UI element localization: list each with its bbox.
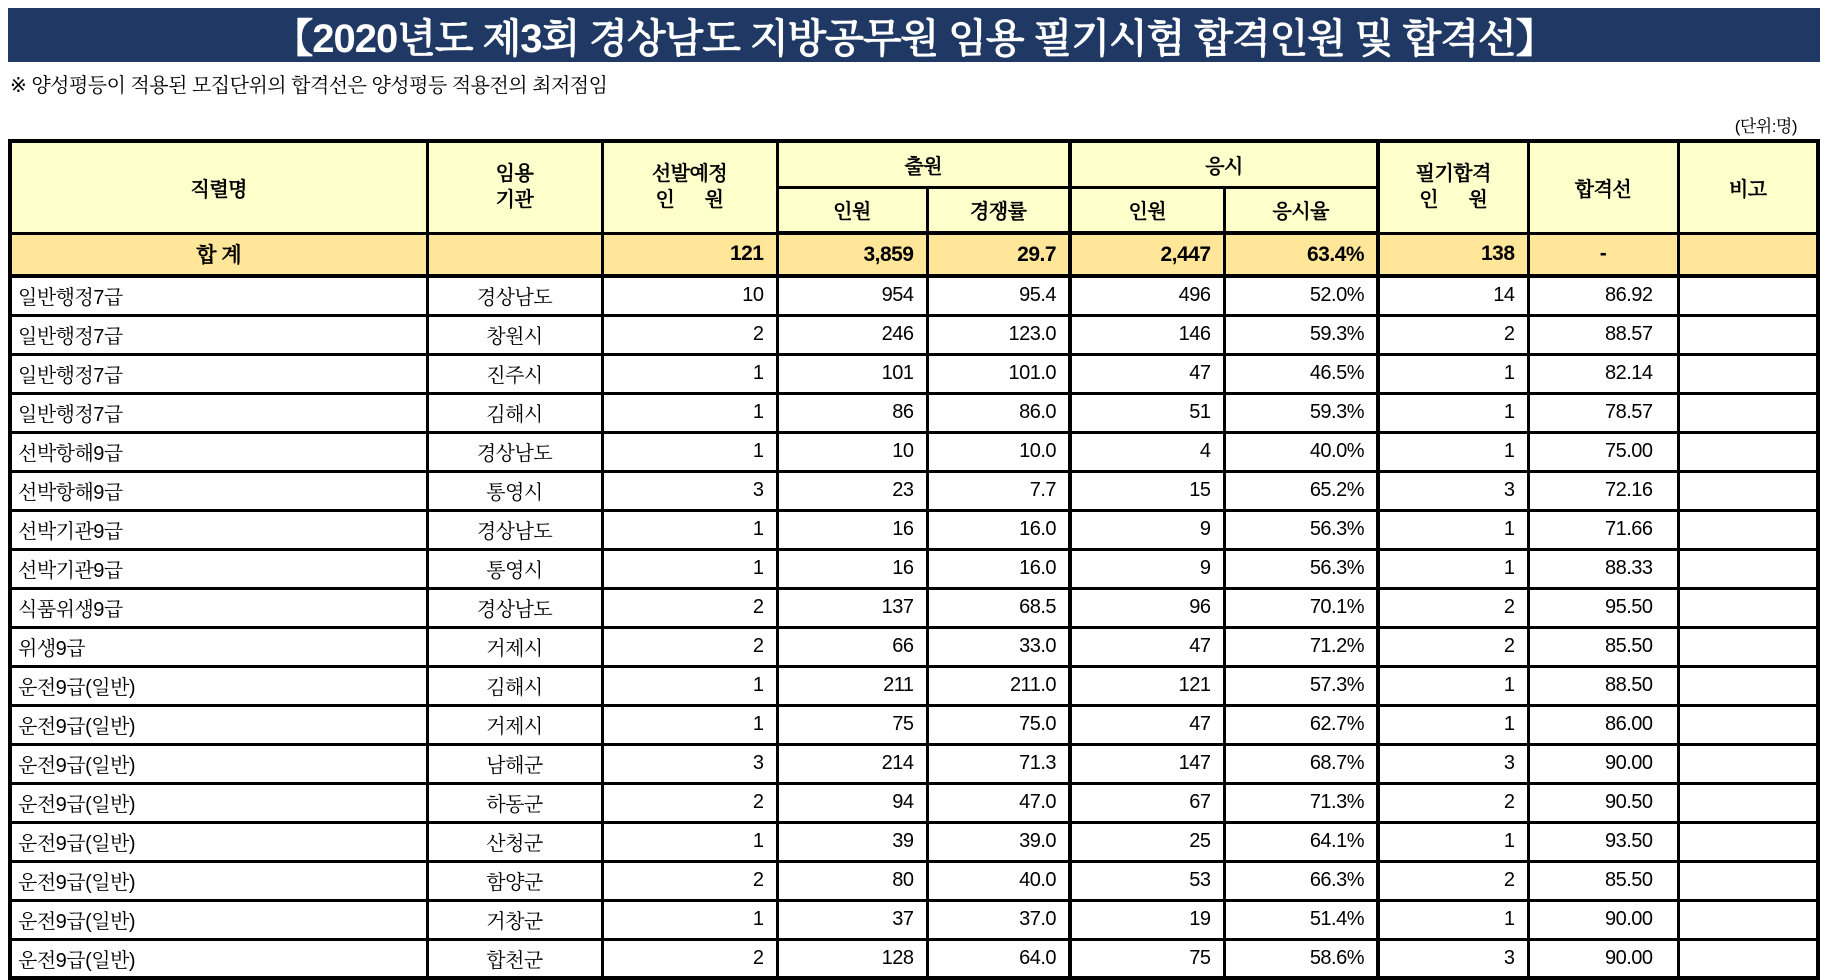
planned-count-cell: 1 [602, 354, 777, 393]
remark-cell [1678, 393, 1818, 432]
cutoff-score-cell: 72.16 [1528, 471, 1678, 510]
passed-header-line2: 인 원 [1419, 189, 1488, 212]
unit-label: (단위:명) [1734, 117, 1797, 136]
cutoff-score-cell: 85.50 [1528, 861, 1678, 900]
applied-count-cell: 39 [777, 822, 927, 861]
taken-rate-cell: 57.3% [1224, 666, 1378, 705]
passed-count-cell: 1 [1378, 900, 1528, 939]
series-name-cell: 운전9급(일반) [10, 939, 427, 978]
applied-count-cell: 75 [777, 705, 927, 744]
table-row [10, 900, 1818, 939]
applied-group-header: 출원 [777, 141, 1070, 187]
passed-count-cell: 1 [1378, 822, 1528, 861]
remark-cell [1678, 471, 1818, 510]
applied-count-subheader: 인원 [777, 187, 927, 233]
taken-rate-cell: 58.6% [1224, 939, 1378, 978]
cutoff-score-cell: 86.92 [1528, 276, 1678, 315]
taken-count-cell: 96 [1070, 588, 1224, 627]
agency-cell: 김해시 [427, 666, 602, 705]
agency-cell: 경상남도 [427, 276, 602, 315]
cutoff-score-cell: 93.50 [1528, 822, 1678, 861]
table-row [10, 705, 1818, 744]
table-row [10, 276, 1818, 315]
taken-count-cell: 25 [1070, 822, 1224, 861]
taken-count-cell: 53 [1070, 861, 1224, 900]
cutoff-score-cell: 90.00 [1528, 939, 1678, 978]
planned-count-cell: 2 [602, 315, 777, 354]
applied-count-cell: 954 [777, 276, 927, 315]
header-row-groups [10, 141, 1818, 187]
taken-rate-cell: 56.3% [1224, 510, 1378, 549]
taken-rate-cell: 64.1% [1224, 822, 1378, 861]
applied-count-cell: 10 [777, 432, 927, 471]
taken-group-header: 응시 [1070, 141, 1378, 187]
cutoff-score-cell: 88.50 [1528, 666, 1678, 705]
agency-cell: 산청군 [427, 822, 602, 861]
passed-count-header [1378, 141, 1528, 233]
agency-cell: 경상남도 [427, 432, 602, 471]
planned-count-cell: 1 [602, 510, 777, 549]
taken-rate-cell: 59.3% [1224, 393, 1378, 432]
remark-cell [1678, 588, 1818, 627]
table-row [10, 627, 1818, 666]
taken-rate-cell: 66.3% [1224, 861, 1378, 900]
series-name-cell: 운전9급(일반) [10, 705, 427, 744]
cutoff-score-cell: 90.50 [1528, 783, 1678, 822]
passed-count-cell: 1 [1378, 510, 1528, 549]
series-name-cell: 선박기관9급 [10, 549, 427, 588]
competition-rate-cell: 16.0 [927, 510, 1070, 549]
taken-rate-cell: 62.7% [1224, 705, 1378, 744]
applied-count-cell: 86 [777, 393, 927, 432]
applied-count-cell: 94 [777, 783, 927, 822]
competition-rate-cell: 71.3 [927, 744, 1070, 783]
passed-count-cell: 2 [1378, 315, 1528, 354]
taken-count-cell: 121 [1070, 666, 1224, 705]
cutoff-score-cell: 86.00 [1528, 705, 1678, 744]
series-name-cell: 일반행정7급 [10, 276, 427, 315]
applied-count-cell: 214 [777, 744, 927, 783]
passed-count-cell: 2 [1378, 861, 1528, 900]
passed-count-cell: 2 [1378, 783, 1528, 822]
applied-count-cell: 246 [777, 315, 927, 354]
table-row [10, 822, 1818, 861]
competition-rate-cell: 123.0 [927, 315, 1070, 354]
cutoff-score-cell: 90.00 [1528, 744, 1678, 783]
table-row [10, 549, 1818, 588]
planned-count-cell: 2 [602, 588, 777, 627]
table-row [10, 510, 1818, 549]
total-rate-cell: 63.4% [1224, 233, 1378, 276]
planned-count-cell: 1 [602, 393, 777, 432]
passed-count-cell: 1 [1378, 393, 1528, 432]
planned-header-line1: 선발예정 [651, 163, 728, 186]
taken-count-cell: 15 [1070, 471, 1224, 510]
total-passed-cell: 138 [1378, 233, 1528, 276]
competition-rate-cell: 16.0 [927, 549, 1070, 588]
total-remark-cell [1678, 233, 1818, 276]
planned-count-cell: 10 [602, 276, 777, 315]
series-name-cell: 운전9급(일반) [10, 822, 427, 861]
series-name-cell: 운전9급(일반) [10, 744, 427, 783]
taken-count-cell: 67 [1070, 783, 1224, 822]
cutoff-score-cell: 78.57 [1528, 393, 1678, 432]
total-agency-cell [427, 233, 602, 276]
title-bar [8, 8, 1820, 62]
agency-cell: 함양군 [427, 861, 602, 900]
taken-count-cell: 47 [1070, 354, 1224, 393]
competition-rate-cell: 86.0 [927, 393, 1070, 432]
planned-count-cell: 1 [602, 432, 777, 471]
applied-count-cell: 37 [777, 900, 927, 939]
total-competition-cell: 29.7 [927, 233, 1070, 276]
cutoff-score-cell: 82.14 [1528, 354, 1678, 393]
taken-count-cell: 4 [1070, 432, 1224, 471]
table-row [10, 315, 1818, 354]
competition-rate-cell: 95.4 [927, 276, 1070, 315]
cutoff-score-cell: 75.00 [1528, 432, 1678, 471]
planned-count-header [602, 141, 777, 233]
series-name-cell: 운전9급(일반) [10, 783, 427, 822]
agency-cell: 거제시 [427, 627, 602, 666]
series-name-cell: 식품위생9급 [10, 588, 427, 627]
competition-rate-cell: 7.7 [927, 471, 1070, 510]
taken-count-cell: 146 [1070, 315, 1224, 354]
agency-header-line2: 기관 [495, 189, 534, 212]
competition-rate-cell: 37.0 [927, 900, 1070, 939]
total-row [10, 233, 1818, 276]
planned-count-cell: 1 [602, 822, 777, 861]
series-name-cell: 선박항해9급 [10, 432, 427, 471]
passed-count-cell: 2 [1378, 588, 1528, 627]
passed-count-cell: 1 [1378, 549, 1528, 588]
applied-count-cell: 66 [777, 627, 927, 666]
agency-cell: 하동군 [427, 783, 602, 822]
applied-count-cell: 16 [777, 510, 927, 549]
planned-count-cell: 2 [602, 861, 777, 900]
applied-count-cell: 101 [777, 354, 927, 393]
competition-rate-cell: 64.0 [927, 939, 1070, 978]
table-row [10, 783, 1818, 822]
cutoff-score-cell: 88.57 [1528, 315, 1678, 354]
series-name-cell: 일반행정7급 [10, 315, 427, 354]
series-name-cell: 선박항해9급 [10, 471, 427, 510]
cutoff-header: 합격선 [1528, 141, 1678, 233]
agency-cell: 통영시 [427, 471, 602, 510]
passed-count-cell: 14 [1378, 276, 1528, 315]
page-title: 【2020년도 제3회 경상남도 지방공무원 임용 필기시험 합격인원 및 합격선】 [273, 16, 1555, 61]
applied-count-cell: 80 [777, 861, 927, 900]
table-row [10, 432, 1818, 471]
taken-rate-cell: 59.3% [1224, 315, 1378, 354]
cutoff-score-cell: 95.50 [1528, 588, 1678, 627]
taken-count-cell: 51 [1070, 393, 1224, 432]
competition-rate-cell: 211.0 [927, 666, 1070, 705]
table-row [10, 471, 1818, 510]
taken-count-cell: 19 [1070, 900, 1224, 939]
planned-count-cell: 2 [602, 783, 777, 822]
remark-header: 비고 [1678, 141, 1818, 233]
passed-count-cell: 1 [1378, 432, 1528, 471]
taken-count-subheader: 인원 [1070, 187, 1224, 233]
competition-rate-cell: 33.0 [927, 627, 1070, 666]
total-applied-cell: 3,859 [777, 233, 927, 276]
gender-equality-note: ※ 양성평등이 적용된 모집단위의 합격선은 양성평등 적용전의 최저점임 [10, 75, 608, 97]
competition-rate-subheader: 경쟁률 [927, 187, 1070, 233]
agency-cell: 거제시 [427, 705, 602, 744]
taken-rate-cell: 70.1% [1224, 588, 1378, 627]
table-row [10, 666, 1818, 705]
agency-header-line1: 임용 [495, 163, 534, 186]
series-name-cell: 운전9급(일반) [10, 900, 427, 939]
planned-count-cell: 2 [602, 627, 777, 666]
taken-rate-cell: 65.2% [1224, 471, 1378, 510]
agency-cell: 창원시 [427, 315, 602, 354]
remark-cell [1678, 822, 1818, 861]
table-row [10, 354, 1818, 393]
passed-count-cell: 3 [1378, 744, 1528, 783]
taken-rate-cell: 40.0% [1224, 432, 1378, 471]
results-table [8, 139, 1820, 980]
agency-cell: 합천군 [427, 939, 602, 978]
taken-count-cell: 9 [1070, 510, 1224, 549]
total-label-cell: 합 계 [10, 233, 427, 276]
taken-rate-cell: 71.3% [1224, 783, 1378, 822]
passed-count-cell: 1 [1378, 666, 1528, 705]
total-cutoff-cell: - [1528, 233, 1678, 276]
applied-count-cell: 23 [777, 471, 927, 510]
applied-count-cell: 211 [777, 666, 927, 705]
remark-cell [1678, 666, 1818, 705]
passed-count-cell: 2 [1378, 627, 1528, 666]
planned-header-line2: 인 원 [655, 189, 724, 212]
series-name-cell: 운전9급(일반) [10, 666, 427, 705]
competition-rate-cell: 75.0 [927, 705, 1070, 744]
taken-rate-cell: 56.3% [1224, 549, 1378, 588]
passed-count-cell: 1 [1378, 354, 1528, 393]
remark-cell [1678, 315, 1818, 354]
taken-count-cell: 75 [1070, 939, 1224, 978]
agency-cell: 진주시 [427, 354, 602, 393]
taken-rate-subheader: 응시율 [1224, 187, 1378, 233]
planned-count-cell: 1 [602, 666, 777, 705]
passed-count-cell: 3 [1378, 471, 1528, 510]
table-row [10, 861, 1818, 900]
series-name-cell: 운전9급(일반) [10, 861, 427, 900]
agency-header [427, 141, 602, 233]
remark-cell [1678, 432, 1818, 471]
taken-count-cell: 147 [1070, 744, 1224, 783]
planned-count-cell: 2 [602, 939, 777, 978]
series-name-cell: 일반행정7급 [10, 354, 427, 393]
passed-count-cell: 3 [1378, 939, 1528, 978]
table-row [10, 393, 1818, 432]
competition-rate-cell: 47.0 [927, 783, 1070, 822]
remark-cell [1678, 276, 1818, 315]
taken-rate-cell: 51.4% [1224, 900, 1378, 939]
remark-cell [1678, 549, 1818, 588]
table-row [10, 939, 1818, 978]
applied-count-cell: 128 [777, 939, 927, 978]
planned-count-cell: 3 [602, 471, 777, 510]
taken-count-cell: 47 [1070, 627, 1224, 666]
remark-cell [1678, 627, 1818, 666]
taken-count-cell: 9 [1070, 549, 1224, 588]
planned-count-cell: 1 [602, 705, 777, 744]
cutoff-score-cell: 71.66 [1528, 510, 1678, 549]
taken-rate-cell: 46.5% [1224, 354, 1378, 393]
remark-cell [1678, 939, 1818, 978]
taken-count-cell: 496 [1070, 276, 1224, 315]
agency-cell: 김해시 [427, 393, 602, 432]
total-taken-cell: 2,447 [1070, 233, 1224, 276]
series-name-cell: 위생9급 [10, 627, 427, 666]
planned-count-cell: 1 [602, 900, 777, 939]
planned-count-cell: 1 [602, 549, 777, 588]
remark-cell [1678, 354, 1818, 393]
cutoff-score-cell: 90.00 [1528, 900, 1678, 939]
applied-count-cell: 16 [777, 549, 927, 588]
table-row [10, 588, 1818, 627]
series-header: 직렬명 [10, 141, 427, 233]
remark-cell [1678, 900, 1818, 939]
competition-rate-cell: 101.0 [927, 354, 1070, 393]
series-name-cell: 일반행정7급 [10, 393, 427, 432]
applied-count-cell: 137 [777, 588, 927, 627]
planned-count-cell: 3 [602, 744, 777, 783]
remark-cell [1678, 783, 1818, 822]
series-name-cell: 선박기관9급 [10, 510, 427, 549]
taken-rate-cell: 68.7% [1224, 744, 1378, 783]
competition-rate-cell: 40.0 [927, 861, 1070, 900]
passed-count-cell: 1 [1378, 705, 1528, 744]
cutoff-score-cell: 88.33 [1528, 549, 1678, 588]
cutoff-score-cell: 85.50 [1528, 627, 1678, 666]
total-planned-cell: 121 [602, 233, 777, 276]
competition-rate-cell: 39.0 [927, 822, 1070, 861]
remark-cell [1678, 861, 1818, 900]
competition-rate-cell: 68.5 [927, 588, 1070, 627]
taken-count-cell: 47 [1070, 705, 1224, 744]
remark-cell [1678, 510, 1818, 549]
competition-rate-cell: 10.0 [927, 432, 1070, 471]
remark-cell [1678, 744, 1818, 783]
document-page [0, 8, 1827, 972]
agency-cell: 통영시 [427, 549, 602, 588]
table-row [10, 744, 1818, 783]
agency-cell: 경상남도 [427, 510, 602, 549]
agency-cell: 경상남도 [427, 588, 602, 627]
agency-cell: 남해군 [427, 744, 602, 783]
taken-rate-cell: 71.2% [1224, 627, 1378, 666]
agency-cell: 거창군 [427, 900, 602, 939]
passed-header-line1: 필기합격 [1415, 163, 1491, 186]
remark-cell [1678, 705, 1818, 744]
taken-rate-cell: 52.0% [1224, 276, 1378, 315]
